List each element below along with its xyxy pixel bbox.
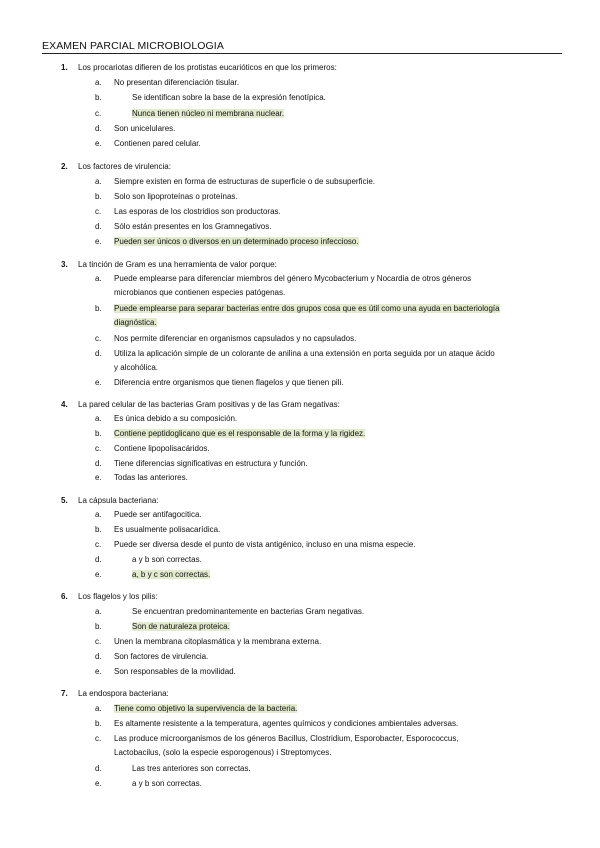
option-letter: c. [95,207,102,216]
option-text: Es altamente resistente a la temperatura, agentes químicos y condiciones ambientales adversas. [114,719,459,728]
option-text: Las tres anteriores son correctas. [132,764,251,773]
option-letter: d. [95,222,102,231]
option-letter: c. [95,109,102,118]
option-text: Diferencia entre organismos que tienen flagelos y que tienen pili. [114,378,344,387]
option-text: Las esporas de los clostridios son productoras. [114,207,281,216]
option-letter: d. [95,652,102,661]
option-text-continued: microbianos que contienen especies patógenas. [114,288,286,297]
option-text: Las produce microorganismos de los géneros Bacillus, Clostridium, Esporobacter, Esporococcus, [114,734,459,743]
option-letter: e. [95,667,102,676]
option-text: Siempre existen en forma de estructuras de superficie o de subsuperficie. [114,177,376,186]
option-letter: b. [95,429,102,438]
question-number: 5. [61,496,68,505]
highlighted-answer: Nunca tienen núcleo ni membrana nuclear. [132,109,285,118]
option-text: Son factores de virulencia. [114,652,209,661]
option-letter: b. [95,192,102,201]
option-text: Sólo están presentes en los Gramnegativos. [114,222,272,231]
question-number: 2. [61,162,68,171]
option-text: Puede ser antifagocitica. [114,510,202,519]
highlighted-answer-continued: diagnóstica. [114,318,157,327]
option-letter: b. [95,525,102,534]
option-text: Se identifican sobre la base de la expresión fenotípica. [132,93,326,102]
option-text: Solo son lipoproteínas o proteínas. [114,192,238,201]
highlighted-answer: Tiene como objetivo la supervivencia de la bacteria. [114,704,298,713]
option-letter: a. [95,607,102,616]
option-letter: e. [95,378,102,387]
highlighted-answer: Son de naturaleza proteica. [132,622,230,631]
option-text: a y b son correctas. [132,779,202,788]
question-number: 1. [61,63,68,72]
highlighted-answer: Pueden ser únicos o diversos en un determinado proceso infeccioso. [114,237,359,246]
option-letter: b. [95,93,102,102]
option-letter: b. [95,719,102,728]
option-text: Tiene diferencias significativas en estructura y función. [114,459,308,468]
option-text-continued: Lactobacilus, (solo la especie esporogenous) i Streptomyces. [114,748,332,757]
option-text: Es usualmente polisacarídica. [114,525,221,534]
question-text: La tinción de Gram es una herramienta de valor porque: [78,260,277,269]
question-number: 3. [61,260,68,269]
question-text: La pared celular de las bacterias Gram positivas y de las Gram negativas: [78,400,340,409]
highlighted-answer: a, b y c son correctas. [132,570,211,579]
option-letter: b. [95,622,102,631]
option-letter: d. [95,459,102,468]
option-letter: b. [95,304,102,313]
option-text: a y b son correctas. [132,555,202,564]
option-letter: a. [95,510,102,519]
highlighted-answer: Puede emplearse para separar bacterias entre dos grupos cosa que es útil como una ayuda en bacteriología [114,304,500,313]
option-text: No presentan diferenciación tisular. [114,78,239,87]
option-letter: d. [95,764,102,773]
option-text: Son responsables de la movilidad. [114,667,236,676]
option-letter: c. [95,637,102,646]
option-text: Nos permite diferenciar en organismos capsulados y no capsulados. [114,334,357,343]
option-letter: d. [95,124,102,133]
option-text: Se encuentran predominantemente en bacterias Gram negativas. [132,607,365,616]
option-letter: a. [95,274,102,283]
question-text: Los factores de virulencia: [78,162,171,171]
option-letter: a. [95,704,102,713]
option-letter: e. [95,237,102,246]
option-letter: e. [95,139,102,148]
option-letter: d. [95,349,102,358]
document-title: EXAMEN PARCIAL MICROBIOLOGIA [42,40,562,54]
option-letter: c. [95,334,102,343]
option-letter: c. [95,444,102,453]
highlighted-answer: Contiene peptidoglicano que es el responsable de la forma y la rigidez. [114,429,366,438]
option-text: Contienen pared celular. [114,139,201,148]
option-text: Utiliza la aplicación simple de un colorante de anilina a una extensión en porta seguida por un ataque ácido [114,349,495,358]
option-text: Es única debido a su composición. [114,414,238,423]
option-letter: e. [95,779,102,788]
option-text: Son unicelulares. [114,124,176,133]
option-letter: a. [95,414,102,423]
question-number: 4. [61,400,68,409]
option-letter: d. [95,555,102,564]
question-number: 6. [61,592,68,601]
option-text: Contiene lipopolisacáridos. [114,444,210,453]
option-letter: e. [95,473,102,482]
option-text: Puede emplearse para diferenciar miembros del género Mycobacterium y Nocardia de otros géneros [114,274,472,283]
question-text: Los flagelos y los pilis: [78,592,158,601]
option-letter: a. [95,78,102,87]
question-text: La endospora bacteriana: [78,689,169,698]
option-letter: e. [95,570,102,579]
option-letter: c. [95,540,102,549]
question-text: La cápsula bacteriana: [78,496,159,505]
question-number: 7. [61,689,68,698]
question-text: Los procariotas difieren de los protistas eucarióticos en que los primeros: [78,63,337,72]
option-letter: a. [95,177,102,186]
option-text-continued: y alcohólica. [114,363,159,372]
option-text: Puede ser diversa desde el punto de vista antigénico, incluso en una misma especie. [114,540,416,549]
option-text: Unen la membrana citoplasmática y la membrana externa. [114,637,322,646]
option-letter: c. [95,734,102,743]
option-text: Todas las anteriores. [114,473,188,482]
